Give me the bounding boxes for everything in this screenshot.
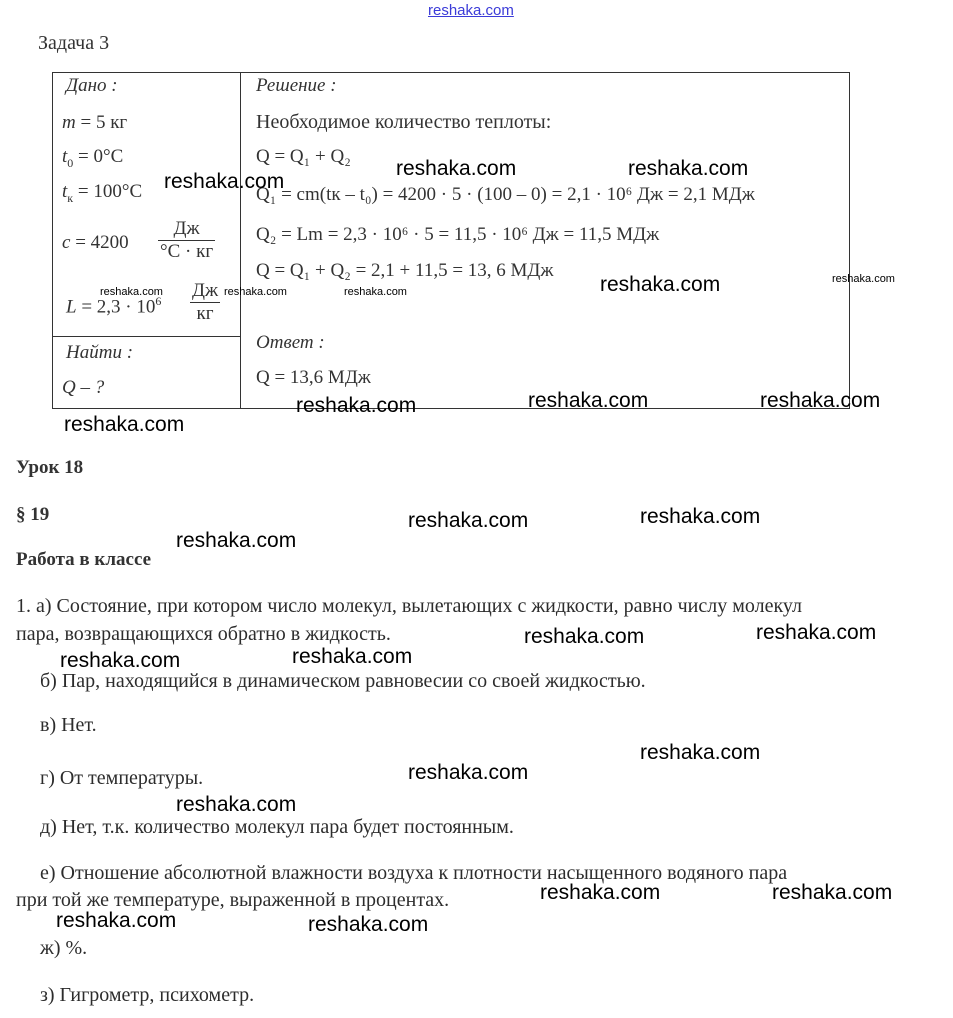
given-L: $L = 2,3 \cdot 10^6$ (66, 294, 162, 318)
answer-b: б) Пар, находящийся в динамическом равновесии со своей жидкостью. (40, 670, 646, 692)
watermark: reshaka.com (756, 621, 877, 644)
watermark: reshaka.com (408, 761, 529, 784)
find-value: Q – ? (62, 377, 105, 398)
watermark: reshaka.com (628, 157, 749, 180)
given-c: c = 4200 (62, 232, 129, 253)
lesson-title: Урок 18 (16, 457, 84, 478)
watermark: reshaka.com (524, 625, 645, 648)
answer-g: г) От температуры. (40, 767, 204, 789)
solution-line-4: Q = Q₁ + Q₂ = 2,1 + 11,5 = 13, 6 МДж (256, 260, 554, 281)
watermark: reshaka.com (408, 509, 529, 532)
solution-intro: Необходимое количество теплоты: (256, 111, 552, 133)
given-mass: m = 5 кг (62, 112, 128, 133)
paragraph-number: § 19 (16, 504, 50, 525)
answer-z: з) Гигрометр, психометр. (40, 984, 255, 1006)
watermark: reshaka.com (308, 913, 429, 936)
answer-value: Q = 13,6 МДж (256, 367, 371, 388)
solution-line-3: Q₂ = Lm = 2,3 · 10⁶ · 5 = 11,5 · 10⁶ Дж = 11,5 МДж (256, 224, 660, 245)
watermark: reshaka.com (164, 170, 285, 193)
watermark-small: reshaka.com (100, 286, 163, 298)
given-label: Дано : (66, 75, 118, 96)
watermark: reshaka.com (60, 649, 181, 672)
solution-line-1: Q = Q₁ + Q₂ (256, 146, 351, 167)
answer-e-line2: при той же температуре, выраженной в процентах. (16, 889, 450, 911)
given-find-divider (52, 336, 241, 337)
watermark-small: reshaka.com (832, 273, 895, 285)
solution-line-2: Q₁ = cm(tк – t₀) = 4200 · 5 · (100 – 0) = 2,1 · 10⁶ Дж = 2,1 МДж (256, 184, 755, 205)
answer-v: в) Нет. (40, 714, 97, 736)
watermark: reshaka.com (528, 389, 649, 412)
given-t0: $t_0 = 0^\circ C$ (62, 146, 124, 170)
watermark-small: reshaka.com (224, 286, 287, 298)
task-title: Задача 3 (38, 32, 110, 54)
watermark: reshaka.com (292, 645, 413, 668)
watermark: reshaka.com (640, 505, 761, 528)
watermark: reshaka.com (296, 394, 417, 417)
answer-zh: ж) %. (40, 937, 88, 959)
watermark-small: reshaka.com (344, 286, 407, 298)
watermark: reshaka.com (396, 157, 517, 180)
solution-label: Решение : (256, 75, 337, 96)
watermark: reshaka.com (56, 909, 177, 932)
section-title: Работа в классе (16, 549, 152, 570)
watermark: reshaka.com (176, 793, 297, 816)
answer-a-line2: пара, возвращающихся обратно в жидкость. (16, 623, 391, 645)
watermark: reshaka.com (772, 881, 893, 904)
watermark: reshaka.com (176, 529, 297, 552)
watermark: reshaka.com (760, 389, 881, 412)
watermark: reshaka.com (640, 741, 761, 764)
watermark: reshaka.com (64, 413, 185, 436)
watermark: reshaka.com (600, 273, 721, 296)
given-L-unit: Дж кг (192, 280, 219, 324)
given-c-unit: Дж °C · кг (160, 218, 214, 262)
site-link[interactable]: reshaka.com (428, 2, 514, 19)
answer-d: д) Нет, т.к. количество молекул пара будет постоянным. (40, 816, 514, 838)
find-label: Найти : (66, 342, 134, 363)
table-divider (240, 72, 241, 408)
answer-label: Ответ : (256, 332, 325, 353)
given-tk: $t_к = 100^\circ C$ (62, 181, 143, 205)
answer-e-line1: е) Отношение абсолютной влажности воздуха к плотности насыщенного водяного пара (40, 862, 788, 884)
watermark: reshaka.com (540, 881, 661, 904)
answer-a-line1: 1. а) Состояние, при котором число молекул, вылетающих с жидкости, равно числу молекул (16, 595, 802, 617)
